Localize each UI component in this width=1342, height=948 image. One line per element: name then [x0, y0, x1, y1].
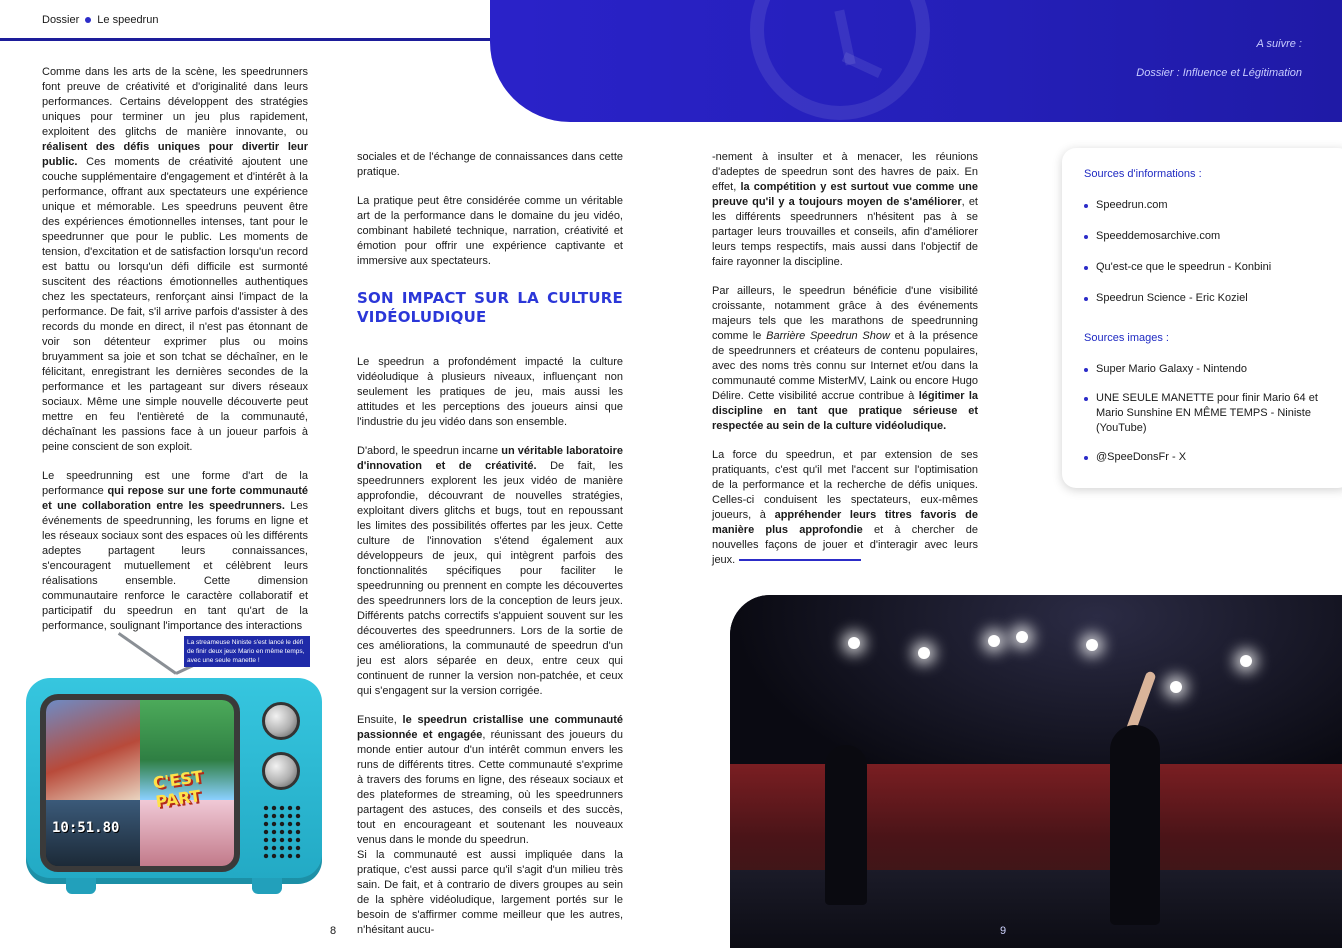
col3-paragraph-1: -nement à insulter et à menacer, les réunions d'adeptes de speedrun sont des havres de paix. En effet, la compétition y est surtout vue comme une preuve qu'il y a toujours moyen de s'améliorer, et les différents speedrunners n'hésitent pas à se partager leurs trouvailles et conseils, afin d'améliorer leurs temps respectifs, mais aussi dans l'objectif de faire rayonner la discipline.	[712, 151, 978, 268]
retro-tv-illustration	[26, 610, 326, 940]
header-section: Dossier	[42, 14, 80, 26]
end-of-article-rule	[739, 559, 861, 561]
screen-streamer-cam	[140, 800, 234, 866]
source-item: Speedrun.com	[1084, 198, 1330, 213]
col2-paragraph-4: D'abord, le speedrun incarne un véritable laboratoire d'innovation et de créativité. De fait, les speedrunners explorent les jeux vidéo de manière approfondie, découvrant de nouvelles stratégies, exploitant divers glitchs et bugs, tout en repoussant les limites des possibilités offertes par les jeux. Cette culture de l'innovation s'étend également aux développeurs de jeux, qui intègrent parfois des fonctionnalités spécifiques pour faciliter le speedrunning ou prennent en compte les découvertes des speedrunners lors de la conception de leurs jeux. Différents patchs correctifs s'appuient souvent sur les découvertes des speedrunners. Lors de la sortie de ces améliorations, la communauté de speedrun d'un jeu est alors séparée en deux, entre ceux qui continuent de runner la version non-patchée, et ceux qui s'engagent sur la version corrigée.	[357, 445, 623, 697]
image-source-item: Super Mario Galaxy - Nintendo	[1084, 362, 1330, 377]
running-header	[42, 14, 158, 26]
col2-paragraph-6: Si la communauté est aussi impliquée dans la pratique, c'est aussi parce qu'il s'agit d'un milieu très sain. De fait, et à contrario de divers groupes au sein de la sphère vidéoludique, largement portés sur le besoin de s'affirmer comme meilleur que les autres, n'hésitant aucu-	[357, 849, 623, 936]
stage-light-icon	[848, 637, 860, 649]
column-1	[42, 65, 308, 648]
screen-game-text: C'EST PART	[151, 766, 204, 812]
stage-light-icon	[918, 647, 930, 659]
sources-info-list	[1084, 198, 1330, 306]
stage-light-icon	[1240, 655, 1252, 667]
speaker-silhouette	[825, 745, 867, 905]
col2-paragraph-1: sociales et de l'échange de connaissances dans cette pratique.	[357, 151, 623, 178]
stage-light-icon	[1016, 631, 1028, 643]
stage-crowd-photo	[730, 595, 1342, 948]
stage-light-icon	[1086, 639, 1098, 651]
tv-leg	[252, 878, 282, 894]
sources-images-list	[1084, 362, 1330, 465]
col2-paragraph-5: Ensuite, le speedrun cristallise une communauté passionnée et engagée, réunissant des joueurs du monde entier autour d'un intérêt commun envers les runs de différents titres. Cette communauté s'exprime à travers des forums en ligne, des réseaux sociaux et des plateformes de streaming, où les speedrunners partagent des astuces, des conseils et des succès, tout en encourageant et soutenant les nouveaux venus dans le monde du speedrun.	[357, 714, 623, 846]
col1-paragraph-2: Le speedrunning est une forme d'art de la performance qui repose sur une forte communauté et une collaboration entre les speedrunners. Les événements de speedrunning, les forums en ligne et les réseaux sociaux sont des espaces où les différents adeptes partagent leurs connaissances, s'encouragent mutuellement et célèbrent leurs réalisations ensemble. Cette dimension communautaire renforce le caractère collaboratif et participatif du speedrun en tant qu'art de la performance, soulignant l'importance des interactions	[42, 470, 308, 632]
tv-body	[26, 678, 322, 884]
tv-antenna-left	[118, 632, 177, 675]
column-3	[712, 150, 978, 582]
page-number-right: 9	[1000, 925, 1007, 937]
screen-mario-galaxy	[46, 700, 140, 800]
top-banner	[490, 0, 1342, 122]
page-number-left: 8	[330, 925, 337, 937]
source-item: Qu'est-ce que le speedrun - Konbini	[1084, 260, 1330, 275]
speedrunner-silhouette	[1110, 725, 1160, 925]
stage-light-icon	[988, 635, 1000, 647]
tv-control-panel	[254, 700, 312, 868]
source-item: Speedrun Science - Eric Koziel	[1084, 291, 1330, 306]
stage-floor	[730, 870, 1342, 948]
tv-screen	[40, 694, 240, 872]
tv-speaker-grille	[262, 804, 302, 860]
col1-paragraph-1: Comme dans les arts de la scène, les speedrunners font preuve de créativité et d'originalité dans leurs performances. Certains développent des stratégies uniques pour terminer un jeu plus rapidement, exploitent des glitchs de manière innovante, ou réalisent des défis uniques pour divertir leur public. Ces moments de créativité ajoutent une couche supplémentaire d'engagement et d'intérêt à la performance, offrant aux spectateurs une expérience unique et mémorable. Les speedruns peuvent être des expériences émotionnelles intenses, tant pour le speedrunner que pour le public. Les moments de tension, d'excitation et de satisfaction lorsqu'un record est battu ou lorsqu'un défi difficile est surmonté suscitent des réactions émotionnelles authentiques chez les spectateurs, renforçant ainsi l'impact de la performance. De fait, s'il arrive parfois d'assister à des records du monde en direct, il n'est pas étonnant de voir son détenteur exprimer plus ou moins bruyamment sa joie et son tchat se déchaîner, en le félicitant, enregistrant les dernières secondes de la performance et les partageant sur divers réseaux sociaux. Même une simple nouvelle découverte peut mettre en feu l'entièreté de la communauté, déchaînant les passions face à un joueur parfois à peine conscient de son exploit.	[42, 66, 308, 453]
bullet-dot-icon	[85, 17, 91, 23]
next-label: A suivre :	[1256, 38, 1302, 50]
source-item: Speeddemosarchive.com	[1084, 229, 1330, 244]
sources-info-title: Sources d'informations :	[1084, 168, 1202, 180]
col2-paragraph-2: La pratique peut être considérée comme un véritable art de la performance dans le domaine du jeu vidéo, combinant habileté technique, narration, créativité et émotion pour offrir une expérience captivante et immersive aux spectateurs.	[357, 195, 623, 267]
tv-caption: La streameuse Niniste s'est lancé le défi de finir deux jeux Mario en même temps, avec une seule manette !	[184, 636, 310, 667]
tv-knob-icon	[262, 752, 300, 790]
sources-images-title: Sources images :	[1084, 332, 1169, 344]
section-title: SON IMPACT SUR LA CULTURE VIDÉOLUDIQUE	[357, 289, 623, 326]
image-source-item: UNE SEULE MANETTE pour finir Mario 64 et Mario Sunshine EN MÊME TEMPS - Niniste (YouTube)	[1084, 391, 1330, 436]
col2-paragraph-3: Le speedrun a profondément impacté la culture vidéoludique à plusieurs niveaux, influençant non seulement les pratiques de jeu, mais aussi les attitudes et les perceptions des joueurs ainsi que l'industrie du jeu vidéo dans son ensemble.	[357, 356, 623, 428]
tv-knob-icon	[262, 702, 300, 740]
tv-leg	[66, 878, 96, 894]
col3-paragraph-3: La force du speedrun, et par extension de ses pratiquants, c'est qu'il met l'accent sur l'optimisation de la performance et la recherche de défis uniques. Celles-ci conduisent les spectateurs, eux-mêmes joueurs, à appréhender leurs titres favoris de manière plus approfondie et à chercher de nouvelles façons de jouer et d'interagir avec leurs jeux.	[712, 449, 978, 566]
header-topic: Le speedrun	[97, 14, 159, 26]
image-source-item: @SpeeDonsFr - X	[1084, 450, 1330, 465]
next-dossier-title: Dossier : Influence et Légitimation	[1136, 67, 1302, 79]
screen-timer: 10:51.80	[52, 820, 120, 836]
header-rule	[0, 38, 530, 41]
col3-paragraph-2: Par ailleurs, le speedrun bénéficie d'une visibilité croissante, notamment grâce à des événements majeurs tels que les marathons de speedrunning comme le Barrière Speedrun Show et à la présence de speedrunners et créateurs de contenu populaires, avec des noms très connu sur Internet et/ou dans la communauté comme MisterMV, Laink ou encore Hugo Délire. Cette visibilité accrue contribue à légitimer la discipline en tant que pratique sérieuse et respectée au sein de la culture vidéoludique.	[712, 285, 979, 432]
column-2	[357, 150, 623, 948]
sources-box	[1062, 148, 1342, 488]
stage-light-icon	[1170, 681, 1182, 693]
